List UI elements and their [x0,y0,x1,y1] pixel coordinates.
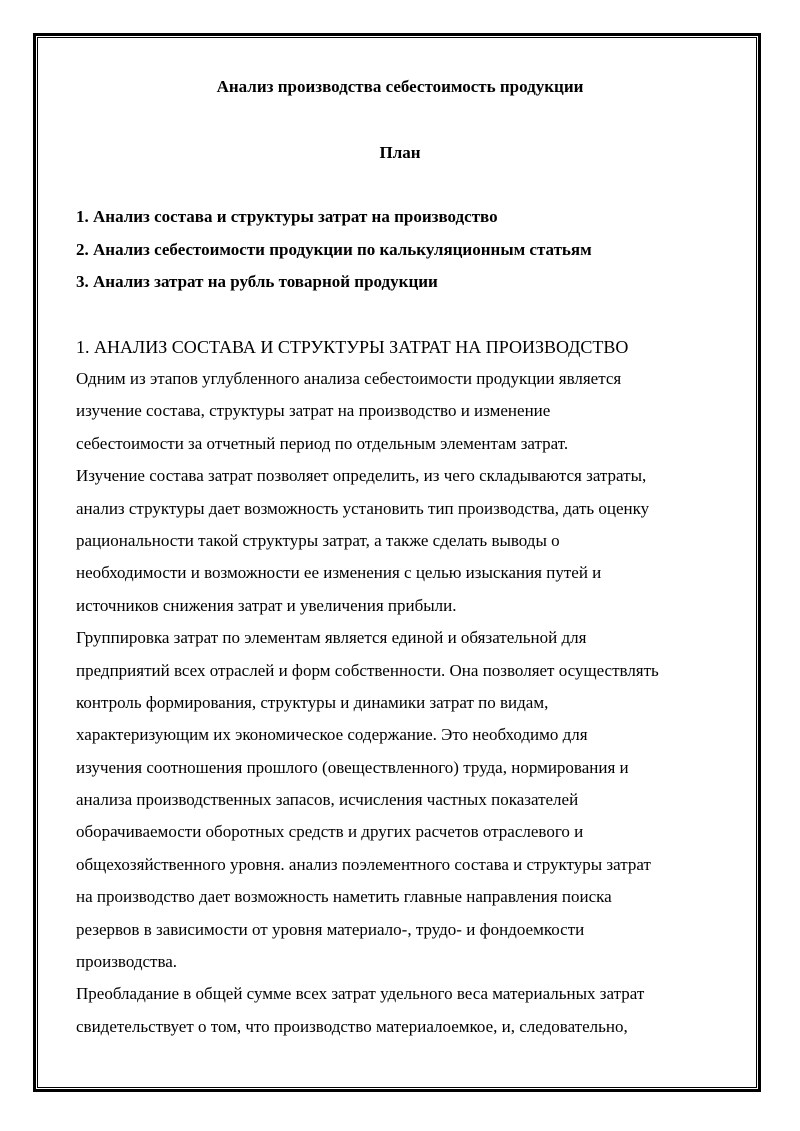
text-line: Группировка затрат по элементам является единой и обязательной для [76,628,587,648]
text-line: общехозяйственного уровня. анализ поэлементного состава и структуры затрат [76,854,651,874]
text-line: резервов в зависимости от уровня материало-, трудо- и фондоемкости [76,919,585,939]
text-line: характеризующим их экономическое содержание. Это необходимо для [76,725,588,745]
text-line: контроль формирования, структуры и динамики затрат по видам, [76,692,549,712]
plan-title: План [379,143,421,162]
text-line: источников снижения затрат и увеличения прибыли. [76,595,457,615]
plan-item: 2. Анализ себестоимости продукции по калькуляционным статьям [76,239,592,259]
text-line: предприятий всех отраслей и форм собственности. Она позволяет осуществлять [76,660,659,680]
text-line: изучение состава, структуры затрат на производство и изменение [76,401,551,421]
text-line: на производство дает возможность наметить главные направления поиска [76,887,612,907]
text-line: свидетельствует о том, что производство материалоемкое, и, следовательно, [76,1016,628,1036]
plan-item: 3. Анализ затрат на рубль товарной продукции [76,272,438,291]
text-line: Изучение состава затрат позволяет определить, из чего складываются затраты, [76,466,647,486]
text-line: анализа производственных запасов, исчисления частных показателей [76,790,579,810]
text-line: анализ структуры дает возможность установить тип производства, дать оценку [76,498,650,518]
text-line: производства. [76,952,178,972]
body-text [76,368,756,1048]
text-line: Преобладание в общей сумме всех затрат удельного веса материальных затрат [76,984,645,1004]
text-line: Одним из этапов углубленного анализа себестоимости продукции является [76,369,622,388]
document-title: Анализ производства себестоимость продукции [216,77,584,96]
text-line: изучения соотношения прошлого (овеществленного) труда, нормирования и [76,757,629,777]
text-line: необходимости и возможности ее изменения с целью изыскания путей и [76,563,602,583]
section-heading: 1. АНАЛИЗ СОСТАВА И СТРУКТУРЫ ЗАТРАТ НА ПРОИЗВОДСТВО [76,337,629,357]
plan-list [76,206,736,304]
text-line: себестоимости за отчетный период по отдельным элементам затрат. [76,433,569,453]
text-line: рациональности такой структуры затрат, а также сделать выводы о [76,530,560,550]
text-line: оборачиваемости оборотных средств и других расчетов отраслевого и [76,822,584,842]
plan-item: 1. Анализ состава и структуры затрат на производство [76,207,498,226]
